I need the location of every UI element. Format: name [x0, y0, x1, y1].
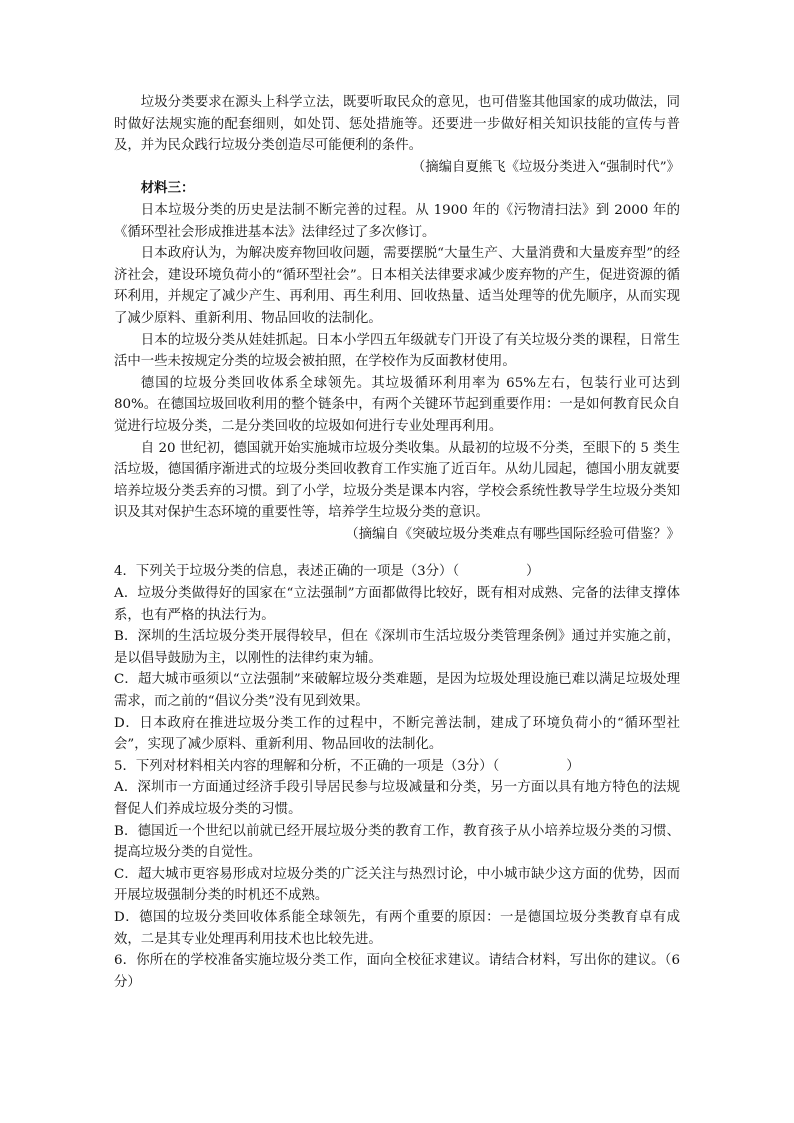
question-5-option-c: C．超大城市更容易形成对垃圾分类的广泛关注与热烈讨论，中小城市缺少这方面的优势，因而开展垃圾强制分类的时机还不成熟。: [114, 866, 680, 904]
material3-paragraph-1: 日本垃圾分类的历史是法制不断完善的过程。从 1900 年的《污物清扫法》到 2000 年的《循环型社会形成推进基本法》法律经过了多次修订。: [114, 202, 680, 240]
question-5: [114, 756, 680, 950]
question-5-stem: 5．下列对材料相关内容的理解和分析，不正确的一项是（3分）（ ）: [114, 758, 580, 774]
question-4-stem: 4．下列关于垃圾分类的信息，表述正确的一项是（3分）（ ）: [114, 564, 540, 580]
question-5-option-b: B．德国近一个世纪以前就已经开展垃圾分类的教育工作，教育孩子从小培养垃圾分类的习惯、提高垃圾分类的自觉性。: [114, 823, 680, 861]
question-6-stem: 6．你所在的学校准备实施垃圾分类工作，面向全校征求建议。请结合材料，写出你的建议。（6分）: [114, 953, 680, 990]
material3-paragraph-3: 日本的垃圾分类从娃娃抓起。日本小学四五年级就专门开设了有关垃圾分类的课程，日常生活中一些未按规定分类的垃圾会被拍照，在学校作为反面教材使用。: [114, 332, 680, 370]
material2-source: （摘编自夏熊飞《垃圾分类进入“强制时代”》: [411, 159, 680, 175]
question-5-option-a: A．深圳市一方面通过经济手段引导居民参与垃圾减量和分类，另一方面以具有地方特色的法规督促人们养成垃圾分类的习惯。: [114, 780, 680, 817]
material3-heading: 材料三：: [140, 181, 195, 197]
question-4: [114, 561, 680, 755]
document-page: [114, 92, 680, 993]
material3-paragraph-5: 自 20 世纪初，德国就开始实施城市垃圾分类收集。从最初的垃圾不分类，至眼下的 5 类生活垃圾，德国循序渐进式的垃圾分类回收教育工作实施了近百年。从幼儿园起，德国小朋友就要培养垃圾分类丢弃的习惯。到了小学，垃圾分类是课本内容，学校会系统性教导学生垃圾分类知识及其对保护生态环境的重要性等，培养学生垃圾分类的意识。: [114, 440, 680, 521]
question-6: [114, 950, 680, 993]
question-5-option-d: D．德国的垃圾分类回收体系能全球领先，有两个重要的原因：一是德国垃圾分类教育卓有成效，二是其专业处理再利用技术也比较先进。: [114, 909, 680, 947]
material2-paragraph: 垃圾分类要求在源头上科学立法，既要听取民众的意见，也可借鉴其他国家的成功做法，同时做好法规实施的配套细则，如处罚、惩处措施等。还要进一步做好相关知识技能的宣传与普及，并为民众践行垃圾分类创造尽可能便利的条件。: [114, 95, 680, 154]
material3-source: （摘编自《突破垃圾分类难点有哪些国际经验可借鉴？》: [345, 526, 680, 542]
question-4-option-a: A．垃圾分类做得好的国家在“立法强制”方面都做得比较好，既有相对成熟、完备的法律支撑体系，也有严格的执法行为。: [114, 586, 680, 623]
question-4-option-b: B．深圳的生活垃圾分类开展得较早，但在《深圳市生活垃圾分类管理条例》通过并实施之前，是以倡导鼓励为主，以刚性的法律约束为辅。: [114, 629, 680, 666]
material3-paragraph-4: 德国的垃圾分类回收体系全球领先。其垃圾循环利用率为 65%左右，包装行业可达到 80%。在德国垃圾回收利用的整个链条中，有两个关键环节起到重要作用：一是如何教育民众自觉进行垃圾分类，二是分类回收的垃圾如何进行专业处理再利用。: [114, 375, 680, 434]
question-4-option-d: D．日本政府在推进垃圾分类工作的过程中，不断完善法制，建成了环境负荷小的“循环型社会”，实现了减少原料、重新利用、物品回收的法制化。: [114, 715, 680, 753]
material3-paragraph-2: 日本政府认为，为解决废弃物回收问题，需要摆脱“大量生产、大量消费和大量废弃型”的经济社会，建设环境负荷小的“循环型社会”。日本相关法律要求减少废弃物的产生，促进资源的循环利用，并规定了减少产生、再利用、再生利用、回收热量、适当处理等的优先顺序，从而实现了减少原料、重新利用、物品回收的法制化。: [114, 246, 680, 326]
question-4-option-c: C．超大城市亟须以“立法强制”来破解垃圾分类难题，是因为垃圾处理设施已难以满足垃圾处理需求，而之前的“倡议分类”没有见到效果。: [114, 672, 680, 710]
